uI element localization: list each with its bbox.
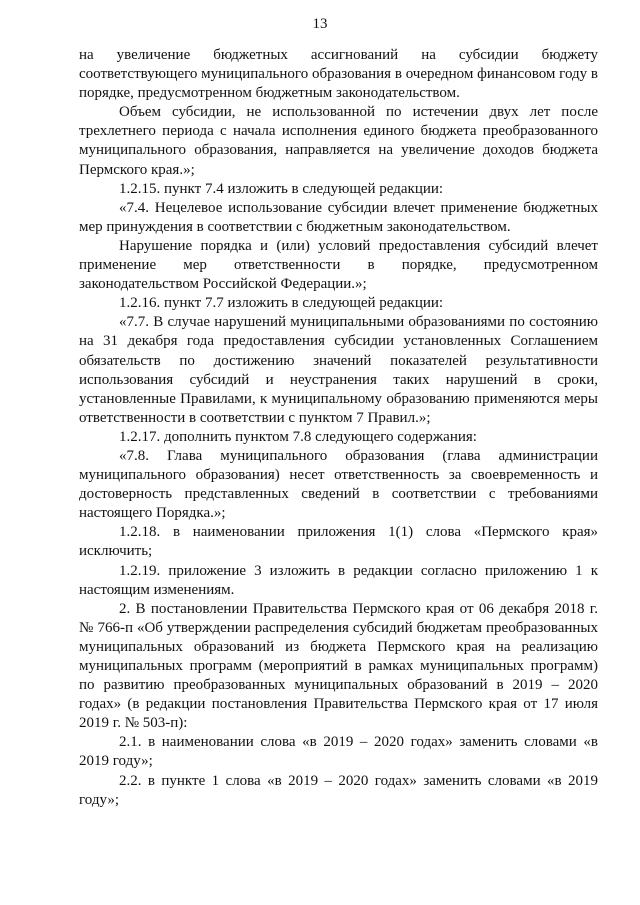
paragraph-item-2: 2. В постановлении Правительства Пермского края от 06 декабря 2018 г. № 766-п «Об утверждении распределения субсидий бюджетам преобразованных муниципальных образований из бюджета Пермского края на реализацию муниципальных программ (мероприятий в рамках муниципальных программ) по развитию преобразованных муниципальных образований в 2019 – 2020 годах» (в редакции постановления Правительства Пермского края от 17 июля 2019 г. № 503-п): (79, 600, 598, 732)
paragraph-item-2-1: 2.1. в наименовании слова «в 2019 – 2020 годах» заменить словами «в 2019 году»; (79, 734, 598, 770)
paragraph-continuation: на увеличение бюджетных ассигнований на субсидии бюджету соответствующего муниципального образования в очередном финансовом году в порядке, предусмотренном бюджетным законодательством. (79, 47, 598, 102)
paragraph-item-1-2-18: 1.2.18. в наименовании приложения 1(1) слова «Пермского края» исключить; (79, 524, 598, 560)
document-body (79, 46, 598, 810)
paragraph-item-2-2: 2.2. в пункте 1 слова «в 2019 – 2020 годах» заменить словами «в 2019 году»; (79, 772, 598, 808)
page-number: 13 (312, 16, 328, 32)
paragraph: «7.7. В случае нарушений муниципальными образованиями по состоянию на 31 декабря года предоставления субсидии установленных Соглашением обязательств по достижению значений показателей результативности использования субсидий и неустранения таких нарушений в сроки, установленные Правилами, к муниципальному образованию применяются меры ответственности в соответствии с пунктом 7 Правил.»; (79, 314, 598, 426)
paragraph-item-1-2-16: 1.2.16. пункт 7.7 изложить в следующей редакции: (119, 295, 444, 312)
paragraph: Объем субсидии, не использованной по истечении двух лет после трехлетнего периода с начала исполнения единого бюджета преобразованного муниципального образования, направляется на увеличение доходов бюджета Пермского края.»; (79, 104, 598, 178)
paragraph-item-1-2-17: 1.2.17. дополнить пунктом 7.8 следующего содержания: (119, 428, 477, 445)
paragraph: «7.8. Глава муниципального образования (глава администрации муниципального образования) несет ответственность за своевременность и достоверность представленных сведений в соответствии с требованиями настоящего Порядка.»; (79, 447, 598, 522)
paragraph-item-1-2-15: 1.2.15. пункт 7.4 изложить в следующей редакции: (119, 180, 444, 197)
paragraph: Нарушение порядка и (или) условий предоставления субсидий влечет применение мер ответственности в порядке, предусмотренном законодательством Российской Федерации.»; (79, 237, 598, 293)
paragraph: «7.4. Нецелевое использование субсидии влечет применение бюджетных мер принуждения в соответствии с бюджетным законодательством. (79, 199, 598, 235)
paragraph-item-1-2-19: 1.2.19. приложение 3 изложить в редакции согласно приложению 1 к настоящим изменениям. (79, 562, 598, 598)
